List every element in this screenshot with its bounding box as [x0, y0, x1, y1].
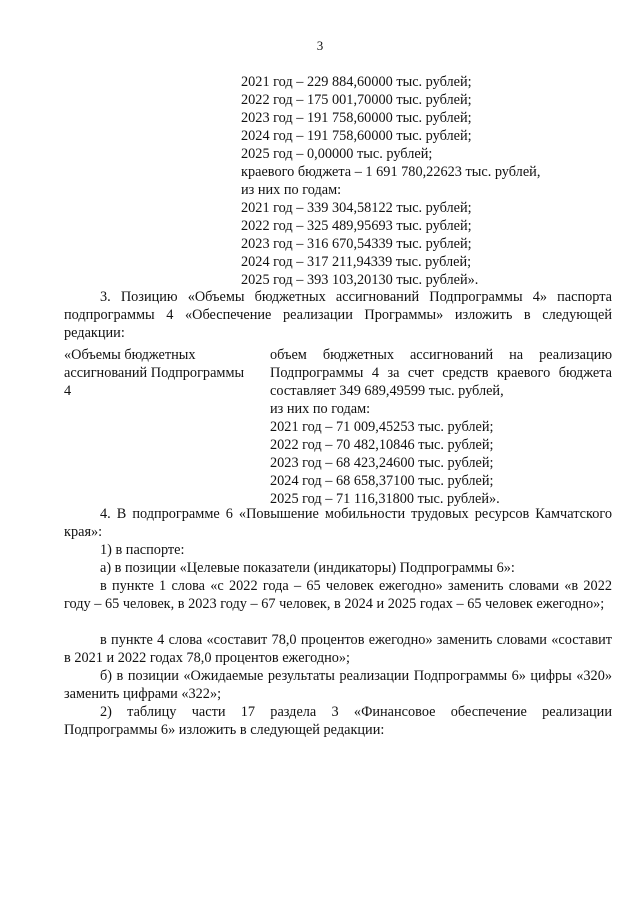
subitem-1a-point-1: в пункте 1 слова «с 2022 года – 65 человек ежегодно» заменить словами «в 2022 году – 65 человек, в 2023 году – 67 человек, в 2024 и 2025 годах – 65 человек ежегодно»;	[64, 578, 612, 612]
page-number: 3	[316, 38, 324, 53]
item-3-paragraph: 3. Позицию «Объемы бюджетных ассигнований Подпрограммы 4» паспорта подпрограммы 4 «Обеспечение реализации Программы» изложить в следующей редакции:	[64, 289, 612, 341]
funding-line: 2024 год – 191 758,60000 тыс. рублей;	[241, 128, 472, 144]
funding-line: 2025 год – 0,00000 тыс. рублей;	[241, 146, 433, 162]
table-funding-line: 2024 год – 68 658,37100 тыс. рублей;	[270, 473, 494, 489]
table-funding-line: 2022 год – 70 482,10846 тыс. рублей;	[270, 437, 494, 453]
table-funding-line: из них по годам:	[270, 401, 371, 417]
subitem-1b: б) в позиции «Ожидаемые результаты реализации Подпрограммы 6» цифры «320» заменить цифрами «322»;	[64, 668, 612, 702]
item-4-paragraph: 4. В подпрограмме 6 «Повышение мобильности трудовых ресурсов Камчатского края»:	[64, 506, 612, 540]
funding-line: 2023 год – 316 670,54339 тыс. рублей;	[241, 236, 472, 252]
funding-line: 2022 год – 175 001,70000 тыс. рублей;	[241, 92, 472, 108]
table-right-lines	[270, 400, 612, 508]
subitem-2: 2) таблицу части 17 раздела 3 «Финансовое обеспечение реализации Подпрограммы 6» изложить в следующей редакции:	[64, 704, 612, 738]
funding-line: из них по годам:	[241, 182, 342, 198]
funding-line: 2025 год – 393 103,20130 тыс. рублей».	[241, 272, 479, 288]
funding-line: 2021 год – 229 884,60000 тыс. рублей;	[241, 74, 472, 90]
funding-line: 2021 год – 339 304,58122 тыс. рублей;	[241, 200, 472, 216]
table-right-intro: объем бюджетных ассигнований на реализацию Подпрограммы 4 за счет средств краевого бюджета составляет 349 689,49599 тыс. рублей,	[270, 347, 612, 399]
table-funding-line: 2025 год – 71 116,31800 тыс. рублей».	[270, 491, 500, 507]
table-right-cell	[270, 346, 612, 508]
table-funding-line: 2023 год – 68 423,24600 тыс. рублей;	[270, 455, 494, 471]
subitem-1a-point-4: в пункте 4 слова «составит 78,0 процентов ежегодно» заменить словами «составит в 2021 и 2022 годах 78,0 процентов ежегодно»;	[64, 632, 612, 666]
funding-line: краевого бюджета – 1 691 780,22623 тыс. рублей,	[241, 164, 541, 180]
funding-line: 2024 год – 317 211,94339 тыс. рублей;	[241, 254, 472, 270]
table-left-cell: «Объемы бюджетных ассигнований Подпрограммы 4	[64, 347, 245, 399]
funding-line: 2023 год – 191 758,60000 тыс. рублей;	[241, 110, 472, 126]
subitem-1a: а) в позиции «Целевые показатели (индикаторы) Подпрограммы 6»:	[100, 560, 515, 576]
funding-by-year-block	[241, 73, 581, 289]
subitem-1: 1) в паспорте:	[100, 542, 185, 558]
funding-line: 2022 год – 325 489,95693 тыс. рублей;	[241, 218, 472, 234]
table-funding-line: 2021 год – 71 009,45253 тыс. рублей;	[270, 419, 494, 435]
